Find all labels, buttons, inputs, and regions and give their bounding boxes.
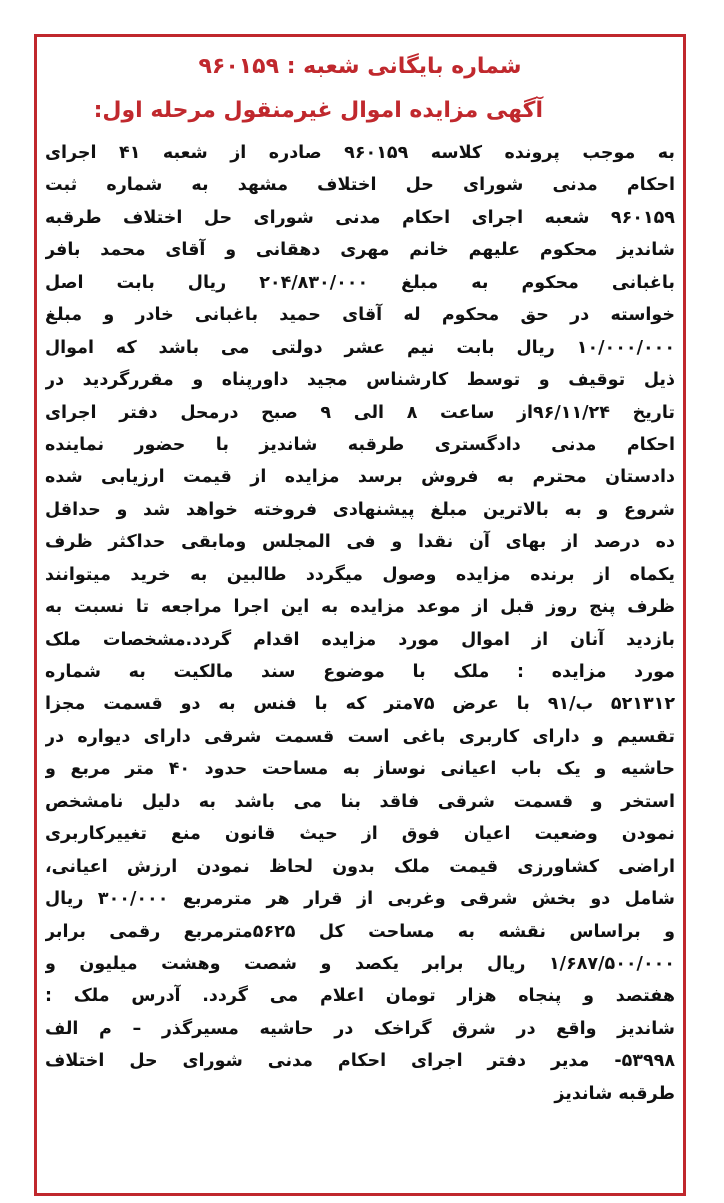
body-line: اراضی کشاورزی قیمت ملک بدون لحاظ نمودن ارزش اعیانی، bbox=[45, 856, 675, 877]
body-line: ۵۲۱۳۱۲ ب/۹۱ با عرض ۷۵متر که با فنس به دو قسمت مجزا bbox=[45, 694, 675, 715]
body-line: تقسیم و دارای کاربری باغی است قسمت شرقی دارای دیواره در bbox=[45, 726, 675, 747]
body-line: باغبانی محکوم به مبلغ ۲۰۴/۸۳۰/۰۰۰ ریال بابت اصل bbox=[45, 272, 675, 293]
body-line: بازدید آنان از اموال مورد مزایده اقدام گردد.مشخصات ملک bbox=[45, 629, 675, 650]
body-line: ۹۶۰۱۵۹ شعبه اجرای احکام مدنی شورای حل اختلاف طرقبه bbox=[45, 207, 675, 228]
auction-heading: آگهی مزایده اموال غیرمنقول مرحله اول: bbox=[93, 98, 543, 123]
body-line: یکماه از برنده مزایده وصول میگردد طالبین به خرید میتوانند bbox=[45, 564, 675, 585]
body-line: شاندیز واقع در شرق گراخک در حاشیه مسیرگذر – م الف bbox=[45, 1018, 675, 1039]
body-line: ۱۰/۰۰۰/۰۰۰ ریال بابت نیم عشر دولتی می باشد که اموال bbox=[45, 337, 675, 358]
body-line: هفتصد و پنجاه هزار تومان اعلام می گردد. آدرس ملک : bbox=[45, 986, 675, 1007]
body-line: به موجب پرونده کلاسه ۹۶۰۱۵۹ صادره از شعبه ۴۱ اجرای bbox=[45, 143, 675, 163]
body-line: شروع و به بالاترین مبلغ پیشنهادی فروخته خواهد شد و حداقل bbox=[45, 499, 675, 520]
body-line: دادستان محترم به فروش برسد مزایده از قیمت ارزیابی شده bbox=[45, 467, 675, 488]
body-line: تاریخ ۹۶/۱۱/۲۴از ساعت ۸ الی ۹ صبح درمحل دفتر اجرای bbox=[45, 402, 675, 423]
body-line: و براساس نقشه به مساحت کل ۵۶۲۵مترمربع رقمی برابر bbox=[45, 921, 675, 942]
body-line: ذیل توقیف و توسط کارشناس مجید داورپناه و مقررگردید در bbox=[45, 370, 675, 391]
body-line: شامل دو بخش شرقی وغربی از قرار هر مترمربع ۳۰۰/۰۰۰ ریال bbox=[45, 889, 675, 910]
body-line: احکام مدنی شورای حل اختلاف مشهد به شماره ثبت bbox=[45, 175, 675, 196]
body-line: مورد مزایده : ملک با موضوع سند مالکیت به شماره bbox=[45, 662, 675, 682]
body-line: ۵۳۹۹۸- مدیر دفتر اجرای احکام مدنی شورای حل اختلاف bbox=[45, 1051, 675, 1072]
notice-body bbox=[45, 137, 675, 1110]
notice-frame bbox=[34, 34, 686, 1196]
body-line: ظرف پنج روز قبل از موعد مزایده به این اجرا مراجعه تا نسبت به bbox=[45, 597, 675, 618]
body-line: نمودن وضعیت اعیان فوق از حیث قانون منع تغییرکاربری bbox=[45, 824, 675, 845]
body-line: خواسته در حق محکوم له آقای حمید باغبانی خادر و مبلغ bbox=[45, 305, 675, 326]
notice-content bbox=[45, 45, 675, 1193]
body-line: ده درصد از بهای آن نقدا و فی المجلس ومابقی حداکثر ظرف bbox=[45, 532, 675, 553]
body-line: شاندیز محکوم علیهم خانم مهری دهقانی و آقای محمد بافر bbox=[45, 240, 675, 261]
body-line: حاشیه و یک باب اعیانی نوساز به مساحت حدود ۴۰ متر مربع و bbox=[45, 759, 675, 780]
body-line-last: طرقبه شاندیز bbox=[554, 1083, 675, 1104]
body-line: احکام مدنی دادگستری طرقبه شاندیز با حضور نماینده bbox=[45, 434, 675, 455]
body-line: ۱/۶۸۷/۵۰۰/۰۰۰ ریال برابر یکصد و شصت وهشت میلیون و bbox=[45, 953, 675, 974]
archive-number-title: شماره بایگانی شعبه : ۹۶۰۱۵۹ bbox=[198, 54, 522, 79]
body-line: استخر و قسمت شرقی فاقد بنا می باشد به دلیل نامشخص bbox=[45, 791, 675, 812]
